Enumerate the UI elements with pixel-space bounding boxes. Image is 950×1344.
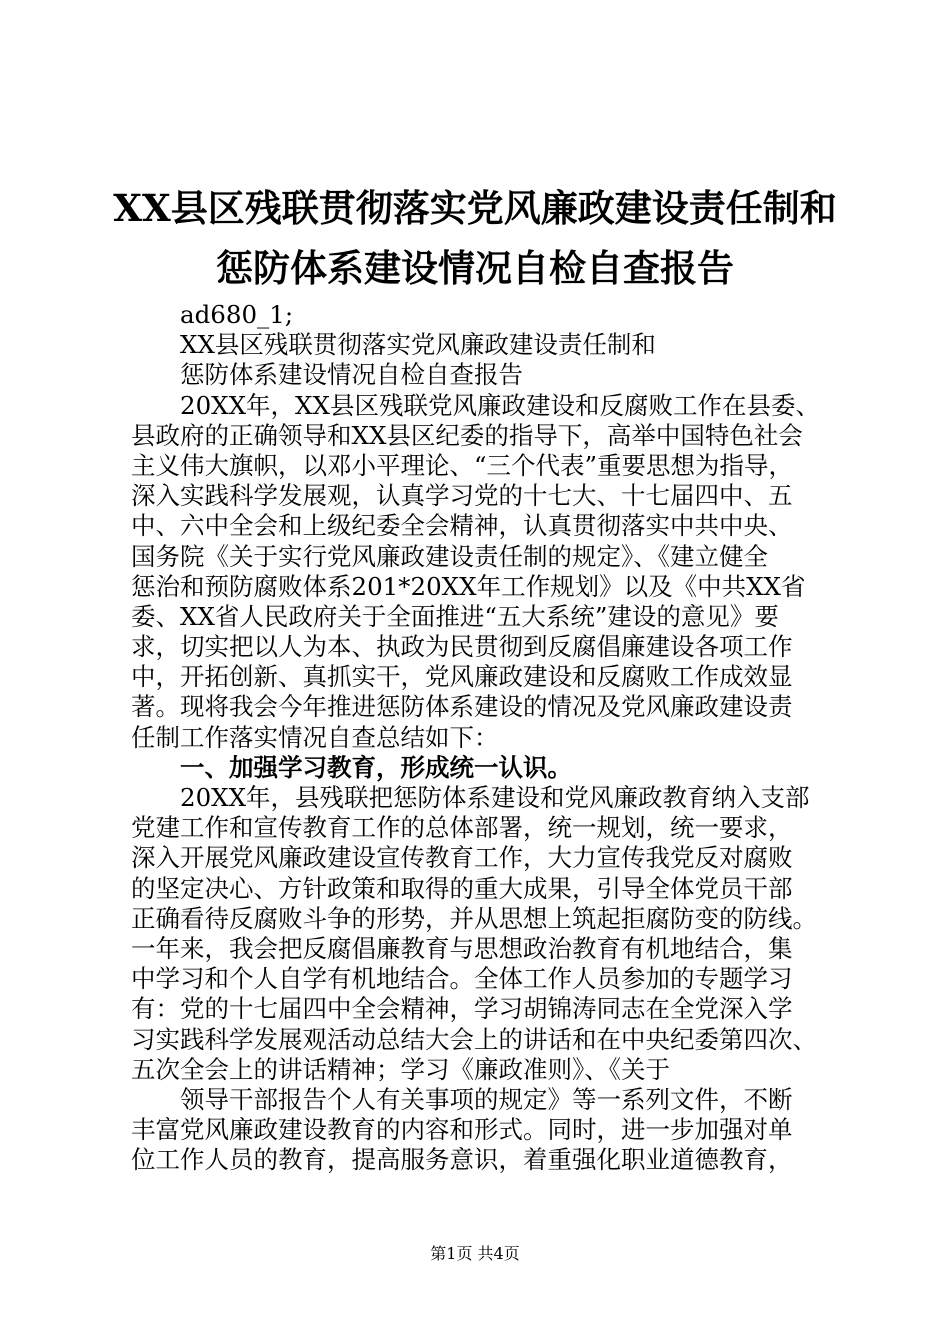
body-line: 求，切实把以人为本、执政为民贯彻到反腐倡廉建设各项工作 — [131, 632, 793, 662]
body-line: 的坚定决心、方针政策和取得的重大成果，引导全体党员干部 — [131, 873, 793, 903]
body-line: 习实践科学发展观活动总结大会上的讲话和在中央纪委第四次、 — [131, 1024, 817, 1054]
body-line: 位工作人员的教育，提高服务意识，着重强化职业道德教育， — [131, 1145, 793, 1175]
body-line: 国务院《关于实行党风廉政建设责任制的规定》、《建立健全 — [131, 541, 768, 571]
document-title-line-1: XX县区残联贯彻落实党风廉政建设责任制和 — [113, 186, 837, 230]
body-line: 有：党的十七届四中全会精神，学习胡锦涛同志在全党深入学 — [131, 994, 793, 1024]
body-line: 深入开展党风廉政建设宣传教育工作，大力宣传我党反对腐败 — [131, 843, 793, 873]
body-line: 著。现将我会今年推进惩防体系建设的情况及党风廉政建设责 — [131, 692, 793, 722]
body-line: ad680_1; — [180, 300, 294, 329]
body-line: 一年来，我会把反腐倡廉教育与思想政治教育有机地结合，集 — [131, 933, 793, 963]
page-footer: 第1页 共4页 — [430, 1244, 520, 1263]
body-line: 党建工作和宣传教育工作的总体部署，统一规划，统一要求， — [131, 813, 793, 843]
body-line: 深入实践科学发展观，认真学习党的十七大、十七届四中、五 — [131, 481, 793, 511]
body-line: 20XX年，县残联把惩防体系建设和党风廉政教育纳入支部 — [180, 783, 810, 812]
body-line: XX县区残联贯彻落实党风廉政建设责任制和 — [180, 330, 656, 360]
body-line: 县政府的正确领导和XX县区纪委的指导下，高举中国特色社会 — [131, 420, 803, 450]
body-line: 20XX年，XX县区残联党风廉政建设和反腐败工作在县委、 — [180, 390, 820, 420]
body-line: 丰富党风廉政建设教育的内容和形式。同时，进一步加强对单 — [131, 1115, 793, 1145]
body-line: 五次全会上的讲话精神；学习《廉政准则》、《关于 — [131, 1054, 670, 1084]
document-body — [131, 300, 831, 1175]
section-heading: 一、加强学习教育，形成统一认识。 — [180, 752, 572, 782]
body-line: 领导干部报告个人有关事项的规定》等一系列文件，不断 — [180, 1084, 793, 1114]
body-line: 委、XX省人民政府关于全面推进“五大系统”建设的意见》要 — [131, 601, 779, 631]
body-line: 惩防体系建设情况自检自查报告 — [180, 360, 523, 390]
body-line: 中，开拓创新、真抓实干，党风廉政建设和反腐败工作成效显 — [131, 662, 793, 692]
document-title-line-2: 惩防体系建设情况自检自查报告 — [216, 246, 734, 290]
body-line: 中学习和个人自学有机地结合。全体工作人员参加的专题学习 — [131, 964, 793, 994]
body-line: 主义伟大旗帜，以邓小平理论、“三个代表”重要思想为指导， — [131, 450, 794, 480]
body-line: 任制工作落实情况自查总结如下： — [131, 722, 499, 752]
body-line: 惩治和预防腐败体系201*20XX年工作规划》以及《中共XX省 — [131, 571, 806, 601]
body-line: 中、六中全会和上级纪委全会精神，认真贯彻落实中共中央、 — [131, 511, 793, 541]
body-line: 正确看待反腐败斗争的形势，并从思想上筑起拒腐防变的防线。 — [131, 903, 817, 933]
